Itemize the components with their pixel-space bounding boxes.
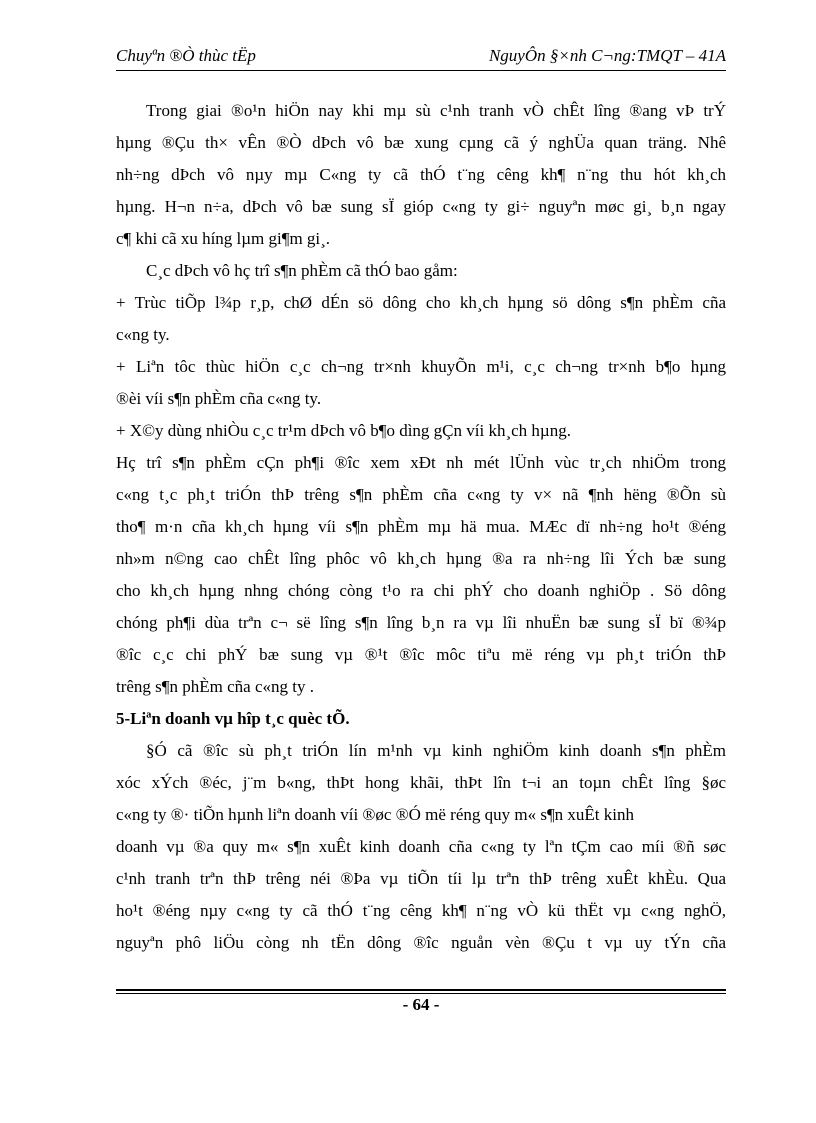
body-line: c¶ khi cã xu híng lµm gi¶m gi¸. — [116, 229, 331, 248]
body-line: c¹nh tranh trªn thÞ trêng néi ®Þa vµ tiÕn tíi lµ trªn thÞ trêng xuÊt khÈu. Qua — [116, 869, 726, 888]
footer-rule-bottom — [116, 993, 726, 994]
body-line: c«ng t¸c ph¸t triÓn thÞ trêng s¶n phÈm cña c«ng ty v× nã ¶nh hëng ®Õn sù — [116, 485, 726, 504]
body-line: hµng ®Çu th× vÊn ®Ò dÞch vô bæ xung cµng cã ý nghÜa quan träng. Nhê — [116, 133, 726, 152]
body-line: xóc xÝch ®éc, j¨m b«ng, thÞt hong khãi, thÞt lîn t¬i an toµn chÊt lîng §øc — [116, 773, 726, 792]
footer-rule-top — [116, 989, 726, 991]
page-number: - 64 - — [402, 995, 440, 1014]
body-line: C¸c dÞch vô hç trî s¶n phÈm cã thÓ bao gåm: — [146, 261, 458, 280]
body-line: doanh vµ ®a quy m« s¶n xuÊt kinh doanh cña c«ng ty lªn tÇm cao míi ®ñ søc — [116, 837, 726, 856]
page-header — [116, 46, 726, 68]
body-line: cho kh¸ch hµng nhng chóng còng t¹o ra chi phÝ cho doanh nghiÖp . Sö dông — [116, 581, 726, 600]
header-right-author: NguyÔn §×nh C¬ng:TMQT – 41A — [488, 46, 726, 65]
header-left-title: Chuyªn ®Ò thùc tËp — [116, 46, 256, 65]
body-line: nh»m n©ng cao chÊt lîng phôc vô kh¸ch hµng ®a ra nh÷ng lîi Ých bæ sung — [116, 549, 726, 568]
body-line: ho¹t ®éng nµy c«ng ty cã thÓ t¨ng cêng kh¶ n¨ng vÒ kü thËt vµ c«ng nghÖ, — [116, 901, 726, 920]
body-line: §Ó cã ®îc sù ph¸t triÓn lín m¹nh vµ kinh nghiÖm kinh doanh s¶n phÈm — [146, 741, 726, 760]
header-rule — [116, 70, 726, 71]
body-line: + Trùc tiÕp l¾p r¸p, chØ dÉn sö dông cho kh¸ch hµng sö dông s¶n phÈm cña — [116, 293, 726, 312]
body-line: trêng s¶n phÈm cña c«ng ty . — [116, 677, 314, 696]
body-line: ®èi víi s¶n phÈm cña c«ng ty. — [116, 389, 322, 408]
section-heading: 5-Liªn doanh vµ hîp t¸c quèc tÕ. — [116, 709, 350, 728]
body-text — [116, 95, 726, 959]
body-line: ®îc c¸c chi phÝ bæ sung vµ ®¹t ®îc môc tiªu më réng vµ ph¸t triÓn thÞ — [116, 645, 726, 664]
body-line: + Liªn tôc thùc hiÖn c¸c ch¬ng tr×nh khuyÕn m¹i, c¸c ch¬ng tr×nh b¶o hµng — [116, 357, 726, 376]
body-line: Trong giai ®o¹n hiÖn nay khi mµ sù c¹nh tranh vÒ chÊt lîng ®ang vÞ trÝ — [146, 101, 726, 120]
body-line: hµng. H¬n n÷a, dÞch vô bæ sung sÏ gióp c«ng ty gi÷ nguyªn møc gi¸ b¸n ngay — [116, 197, 726, 216]
body-line: Hç trî s¶n phÈm cÇn ph¶i ®îc xem xÐt nh mét lÜnh vùc tr¸ch nhiÖm trong — [116, 453, 726, 472]
body-line: c«ng ty. — [116, 325, 170, 344]
body-line: nh÷ng dÞch vô nµy mµ C«ng ty cã thÓ t¨ng cêng kh¶ n¨ng thu hót kh¸ch — [116, 165, 726, 184]
body-line: chóng ph¶i dùa trªn c¬ së lîng s¶n lîng b¸n ra vµ lîi nhuËn bæ sung sÏ bï ®¾p — [116, 613, 726, 632]
body-line: nguyªn phô liÖu còng nh tËn dông ®îc nguån vèn ®Çu t vµ uy tÝn cña — [116, 933, 726, 952]
body-line: tho¶ m·n cña kh¸ch hµng víi s¶n phÈm mµ hä mua. MÆc dï nh÷ng ho¹t ®éng — [116, 517, 726, 536]
body-line: c«ng ty ®· tiÕn hµnh liªn doanh víi ®øc ®Ó më réng quy m« s¶n xuÊt kinh — [116, 805, 634, 824]
body-line: + X©y dùng nhiÒu c¸c tr¹m dÞch vô b¶o dìng gÇn víi kh¸ch hµng. — [116, 421, 571, 440]
